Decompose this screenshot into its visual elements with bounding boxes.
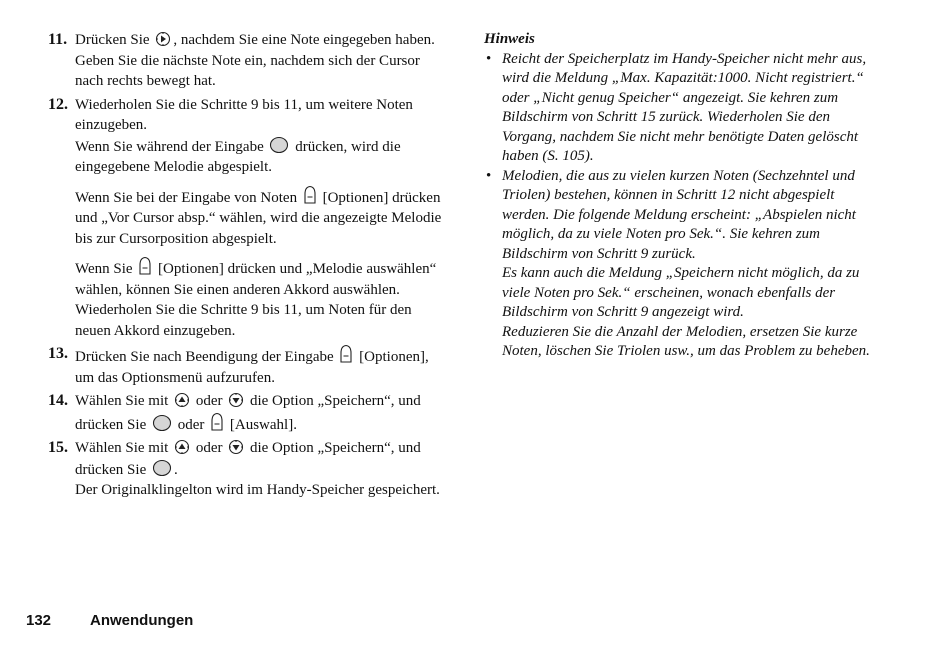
- step-12: [48, 95, 448, 342]
- step-text-part: Wählen Sie mit: [75, 440, 169, 456]
- step-text-part: Wählen Sie mit: [75, 393, 169, 409]
- page-footer: [26, 612, 193, 629]
- step-text-part: [Optionen] drücken und „Melodie auswählen“ wählen, können Sie einen anderen Akkord auswählen. Wiederholen Sie die Schritte 9 bis 11, um Noten für den neuen Akkord einzugeben.: [75, 261, 437, 339]
- step-text-part: Wenn Sie während der Eingabe: [75, 138, 264, 155]
- step-text-part: Wenn Sie bei der Eingabe von Noten: [75, 189, 298, 206]
- step-text-part: oder: [195, 393, 223, 409]
- step-number: 13.: [48, 345, 68, 362]
- center-key-icon: [269, 136, 289, 154]
- nav-up-key-icon: [174, 392, 190, 408]
- step-text: [75, 391, 448, 435]
- step-text: [75, 344, 448, 388]
- hinweis-item-text: Reicht der Speicherplatz im Handy-Speicher nicht mehr aus, wird die Meldung „Max. Kapazität:1000. Nicht registriert.“ oder „Nicht genug Speicher“ angezeigt. Sie kehren zum Bildschirm von Schritt 15 zurück. Wiederholen Sie den Vorgang, nachdem Sie nicht mehr benötigte Daten gelöscht haben (S. 105).: [502, 50, 867, 164]
- nav-up-key-icon: [174, 439, 190, 455]
- section-title: Anwendungen: [90, 612, 194, 629]
- hinweis-item: [484, 50, 884, 167]
- step-15: [48, 438, 448, 501]
- step-number: 11.: [48, 31, 68, 48]
- center-key-icon: [152, 459, 172, 477]
- nav-down-key-icon: [228, 392, 244, 408]
- softkey-icon: [138, 256, 152, 276]
- step-text-part: oder: [177, 416, 205, 433]
- step-text: [75, 256, 448, 341]
- step-number: 14.: [48, 392, 68, 409]
- step-text-part: .: [173, 461, 178, 478]
- step-text-part: die Option „Speichern“, und drücken Sie: [75, 393, 421, 433]
- hinweis-item: [484, 167, 884, 362]
- hinweis-list: [484, 50, 884, 362]
- step-text: [75, 30, 448, 51]
- softkey-icon: [303, 185, 317, 205]
- step-text-part: [Optionen] drücken und „Vor Cursor absp.“ wählen, wird die angezeigte Melodie bis zur Cursorposition abgespielt.: [75, 189, 442, 247]
- hinweis-box: [484, 30, 884, 362]
- step-11: [48, 30, 448, 92]
- step-text: [75, 185, 448, 250]
- center-key-icon: [152, 414, 172, 432]
- step-number: 15.: [48, 439, 68, 456]
- step-14: [48, 391, 448, 435]
- step-text-part: [Optionen], um das Optionsmenü aufzurufen.: [75, 349, 429, 386]
- step-text-part: Wenn Sie: [75, 261, 133, 277]
- softkey-icon: [210, 412, 224, 432]
- hinweis-item-text: Melodien, die aus zu vielen kurzen Noten (Sechzehntel und Triolen) bestehen, können in Schritt 12 nicht abgespielt werden. Die folgende Meldung erscheint: „Abspielen nicht möglich, da zu viele Noten pro Sek.“. Sie kehren zum Bildschirm von Schritt 9 zurück.: [502, 167, 856, 262]
- step-text-part: , nachdem Sie eine Note eingegeben haben.: [173, 32, 435, 48]
- step-text: [75, 136, 448, 178]
- step-13: [48, 344, 448, 388]
- nav-right-key-icon: [155, 31, 171, 47]
- step-text-part: Drücken Sie nach Beendigung der Eingabe: [75, 349, 334, 365]
- step-text-part: Drücken Sie: [75, 32, 150, 48]
- step-number: 12.: [48, 95, 68, 113]
- step-text-part: [Auswahl].: [229, 416, 297, 433]
- hinweis-item-text: Es kann auch die Meldung „Speichern nicht möglich, da zu viele Noten pro Sek.“ erscheinen, wonach ebenfalls der Bildschirm von Schritt 9 angezeigt wird.: [502, 265, 860, 320]
- hinweis-title: Hinweis: [484, 31, 535, 47]
- hinweis-item-text: Reduzieren Sie die Anzahl der Melodien, ersetzen Sie kurze Noten, löschen Sie Triolen usw., um das Problem zu beheben.: [502, 323, 870, 359]
- bullet-icon: •: [486, 167, 492, 184]
- step-text-part: drücken, wird die eingegebene Melodie abgespielt.: [75, 138, 401, 175]
- bullet-icon: •: [486, 50, 492, 67]
- step-text-part: die Option „Speichern“, und drücken Sie: [75, 440, 421, 478]
- nav-down-key-icon: [228, 439, 244, 455]
- step-text: Geben Sie die nächste Note ein, nachdem sich der Cursor nach rechts bewegt hat.: [75, 52, 420, 89]
- step-text: Wiederholen Sie die Schritte 9 bis 11, um weitere Noten einzugeben.: [75, 96, 413, 133]
- step-text-part: oder: [195, 440, 223, 456]
- instructions-column: [48, 30, 448, 501]
- step-text: Der Originalklingelton wird im Handy-Speicher gespeichert.: [75, 482, 440, 498]
- softkey-icon: [339, 344, 353, 364]
- page-number: 132: [26, 612, 52, 629]
- step-text: [75, 438, 448, 480]
